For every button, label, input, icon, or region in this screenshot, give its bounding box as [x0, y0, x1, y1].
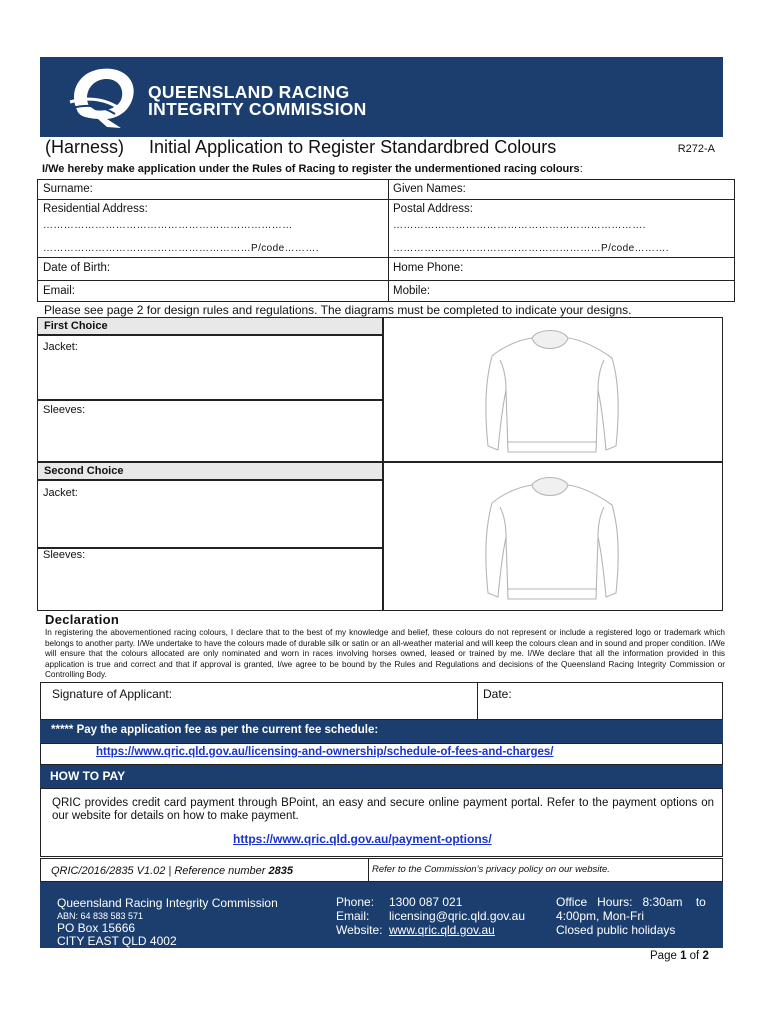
page-total: 2 [702, 950, 709, 962]
how-to-pay-band [40, 765, 723, 788]
footer-hours-line3: Closed public holidays [556, 923, 676, 937]
organization-name [148, 84, 367, 118]
form-title-main: Initial Application to Register Standardbred Colours [149, 137, 557, 157]
applicant-details-table [37, 179, 735, 302]
date-field[interactable]: Date: [483, 687, 512, 701]
footer-email[interactable]: licensing@qric.qld.gov.au [389, 909, 526, 923]
footer-email-label: Email: [336, 909, 370, 923]
fee-schedule-link[interactable]: https://www.qric.qld.gov.au/licensing-and-ownership/schedule-of-fees-and-charges/ [96, 746, 554, 758]
how-to-pay-text: QRIC provides credit card payment through BPoint, an easy and secure online payment portal. Refer to the payment options on our website for details on how to make payment. [52, 797, 714, 822]
form-code: R272-A [677, 143, 715, 155]
page-number [650, 950, 709, 962]
how-to-pay-heading: HOW TO PAY [50, 769, 126, 783]
residential-pcode-line[interactable]: ……………………………………………………P/code………. [43, 243, 319, 254]
residential-address-field[interactable]: Residential Address: [43, 203, 148, 215]
declaration-title: Declaration [45, 612, 120, 627]
page-of: of [686, 950, 703, 962]
mobile-field[interactable]: Mobile: [393, 285, 431, 297]
footer-city: CITY EAST QLD 4002 [57, 934, 177, 948]
form-title-row [40, 137, 723, 162]
first-choice-diagram[interactable] [383, 317, 723, 462]
form-title-prefix: (Harness) [45, 137, 125, 157]
payment-options-link[interactable]: https://www.qric.qld.gov.au/payment-options/ [233, 832, 492, 846]
footer-website-link[interactable]: www.qric.qld.gov.au [389, 923, 495, 937]
jacket-outline-icon [384, 318, 722, 461]
reference-row [40, 858, 723, 882]
footer-abn: ABN: 64 838 583 571 [57, 911, 144, 921]
second-choice-diagram[interactable] [383, 462, 723, 611]
design-note: Please see page 2 for design rules and regulations. The diagrams must be completed to indicate your designs. [44, 303, 632, 317]
surname-field[interactable]: Surname: [43, 183, 93, 195]
colour-designs-section [37, 317, 723, 611]
given-names-field[interactable]: Given Names: [393, 183, 466, 195]
first-choice-header: First Choice [37, 317, 383, 335]
intro-text: I/We hereby make application under the Rules of Racing to register the undermentioned racing colours [42, 163, 580, 175]
signature-row [40, 682, 723, 720]
home-phone-field[interactable]: Home Phone: [393, 262, 464, 274]
form-title [45, 137, 556, 158]
postal-address-field[interactable]: Postal Address: [393, 203, 473, 215]
second-jacket-box[interactable] [37, 480, 383, 548]
first-sleeves-box[interactable] [37, 400, 383, 462]
org-line-1: QUEENSLAND RACING [148, 82, 350, 102]
page-prefix: Page [650, 950, 681, 962]
second-sleeves-box[interactable] [37, 548, 383, 611]
footer-website-label: Website: [336, 923, 383, 937]
second-sleeves-label: Sleeves: [43, 549, 86, 561]
footer-hours-line2: 4:00pm, Mon-Fri [556, 909, 645, 923]
footer-org-name: Queensland Racing Integrity Commission [57, 896, 278, 910]
postal-pcode-line[interactable]: ……………………………………………………P/code………. [393, 243, 669, 254]
first-jacket-label: Jacket: [43, 341, 78, 353]
fee-notice-text: ***** Pay the application fee as per the current fee schedule: [51, 724, 379, 736]
page-current: 1 [680, 950, 687, 962]
postal-address-line[interactable]: ………………………………………………………………. [393, 220, 646, 231]
email-field[interactable]: Email: [43, 285, 75, 297]
intro-statement [42, 163, 583, 175]
footer-po-box: PO Box 15666 [57, 921, 136, 935]
date-of-birth-field[interactable]: Date of Birth: [43, 262, 111, 274]
reference-number: 2835 [268, 865, 293, 877]
jacket-outline-icon [384, 463, 722, 610]
first-sleeves-label: Sleeves: [43, 404, 86, 416]
intro-colon: : [579, 163, 583, 175]
header-banner [40, 57, 723, 137]
privacy-note: Refer to the Commission’s privacy policy on our website. [372, 864, 610, 875]
second-jacket-label: Jacket: [43, 487, 78, 499]
fee-link-row [40, 743, 723, 765]
signature-field[interactable]: Signature of Applicant: [52, 687, 173, 701]
second-choice-header: Second Choice [37, 462, 383, 480]
footer-phone[interactable]: 1300 087 021 [389, 895, 463, 909]
residential-address-line[interactable]: ……………………………………………………………… [43, 220, 293, 231]
fee-notice-band [40, 720, 723, 743]
org-line-2: INTEGRITY COMMISSION [148, 99, 367, 119]
form-reference-id: QRIC/2016/2835 V1.02 | Reference number [51, 865, 269, 877]
qric-logo [67, 64, 142, 130]
declaration-text: In registering the abovementioned racing colours, I declare that to the best of my knowledge and belief, these colours do not represent or include a registered logo or trademark which belongs to another party. I/We undertake to have the colours made of durable silk or satin or an all-weather material and will keep the colours clean and in sound and proper condition. I/We will ensure that the colours allocated are only nominated and worn in races involving horses owned, leased or trained by me. I/We declare that all the information provided in this application is true and correct and that if approval is granted, I/we agree to be bound by the Rules and Regulations and decisions of the Queensland Racing Integrity Commission or Controlling Body. [45, 628, 725, 680]
footer-phone-label: Phone: [336, 895, 375, 909]
contact-footer [40, 882, 723, 948]
how-to-pay-body [40, 788, 723, 857]
form-reference [51, 865, 293, 877]
first-jacket-box[interactable] [37, 335, 383, 400]
footer-hours-line1: Office Hours: 8:30am to [556, 895, 706, 909]
